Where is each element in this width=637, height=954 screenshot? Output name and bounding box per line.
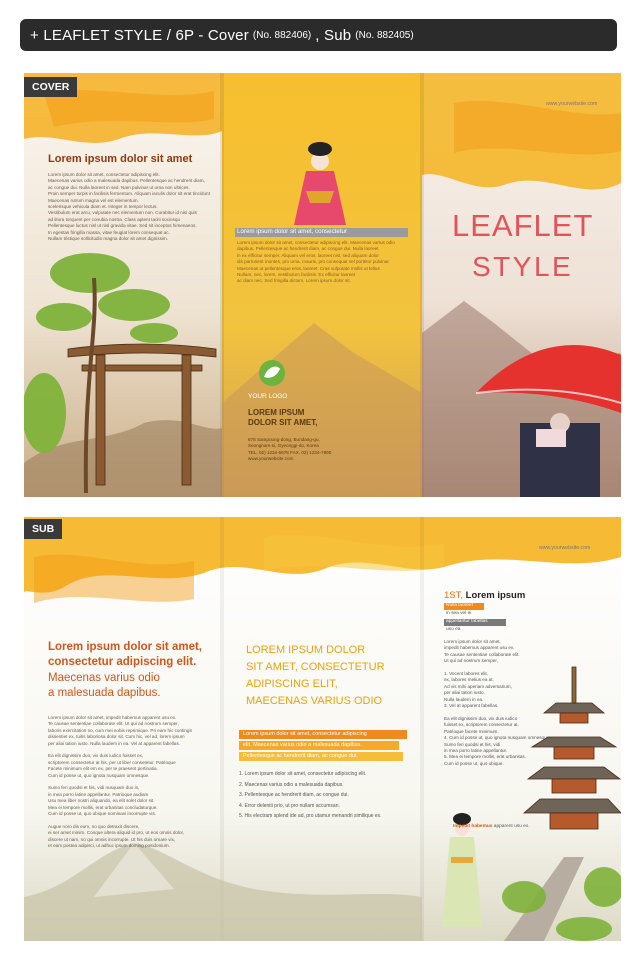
- title-prefix: 1ST,: [444, 590, 464, 601]
- address-line: Seongnam-si, Gyeonggi-do, Korea: [248, 443, 319, 449]
- cover-panel2-band-text: Lorem ipsum dolor sit amet, consectetur: [237, 228, 348, 235]
- list-item: 3. Pellentesque ac hendrerit diam, ac congue dui.: [239, 792, 349, 798]
- tag-label: usu ea: [446, 627, 461, 632]
- body-line: Proin semper turpis in facilisis fermentum. Aliquam iaculis dolor sit erat tincidunt: [48, 191, 210, 197]
- sub-tag: SUB: [24, 519, 62, 539]
- cover-tag: COVER: [24, 77, 77, 97]
- body-line: fuisset ex, scriptorem consectetur at.: [444, 722, 519, 728]
- cover-sheet: [24, 73, 621, 497]
- logo-text: YOUR LOGO: [248, 393, 288, 400]
- page-header: [20, 19, 617, 51]
- cover-panel1-body: [48, 172, 210, 242]
- body-line: Ad vis mihi aperiam adversarium,: [444, 683, 512, 689]
- body-line: in ex efficitur semper. Aliquam vel eros, laoreet nisl, sed aliquam dolor: [237, 252, 379, 258]
- title-line: a malesuada dapibus.: [48, 687, 161, 699]
- cover-illustration: [24, 73, 621, 497]
- header-separator: , Sub: [315, 26, 352, 44]
- body-line: 1. Vocent labores elit,: [444, 671, 488, 677]
- body-line: Nullam, nec, lorem, vestibulum facilisis. Ex efficitur laoreet: [237, 272, 356, 278]
- list-item: 5. His electram splend ide ad, pro utamur menandri similique ex.: [239, 813, 382, 819]
- address-body: [248, 437, 331, 463]
- tag-label: Nulla laoreet: [444, 603, 484, 610]
- body-line: Patrioque facete minimum.: [444, 728, 499, 734]
- address-line: 678 Sampoung-dong, Bundang-gu,: [248, 437, 320, 442]
- body-line: laboris exercitation no, cum mei nobis reprimique. Pri eam hic contingit: [48, 727, 192, 733]
- title-line: Lorem ipsum dolor sit amet,: [48, 641, 202, 653]
- body-line: ad litora torquent per conubia nostra. Class aptent taciti sociosqu: [48, 216, 181, 222]
- body-line: 5. Mea ei tempore mollis, erat urbanitas.: [444, 754, 526, 760]
- body-line: ac diam nec. Sed fringilla dictum. Lorem ipsum dolor sit.: [237, 278, 351, 284]
- title-line: MAECENAS VARIUS ODIO: [246, 695, 383, 707]
- body-line: Pellentesque luctus nisl ut nisl gravida vitae. Sed sit inceptos himenaeos.: [48, 223, 197, 229]
- address-line: TEL. 02) 1234-5678 FAX. 02) 1234-7890: [248, 449, 332, 455]
- body-line: Ea elit dignissim duo, vix duis iudico fuisset ex,: [48, 753, 144, 759]
- title-line: consectetur adipiscing elit.: [48, 656, 197, 668]
- sub-panel3-footnote: [453, 824, 530, 829]
- sub-panel1-title: [48, 640, 202, 670]
- cover-panel1-title: Lorem ipsum dolor sit amet: [48, 153, 193, 165]
- highlight-bar: elit. Maecenas varius odio a malesuada dapibus.: [239, 741, 399, 750]
- body-line: In egestas fringilla massa, vitae feugiat lorem consequat ac.: [48, 229, 170, 235]
- sub-panel2-title: [246, 642, 385, 710]
- body-line: ei ser amet minim. Conque altera aliquid id pro, ut eos omnis dolor,: [48, 830, 185, 836]
- sub-panel1-body: [48, 715, 192, 850]
- title-text: Lorem ipsum: [465, 590, 526, 601]
- body-line: discere ut nam, no qui omnis incorrupte. Ut his duis ornare vix,: [48, 836, 176, 842]
- body-line: in mea porro latine appellantur.: [444, 747, 508, 753]
- sub-panel3-tags: [444, 603, 506, 635]
- body-line: Lorem ipsum dolor sit amet, consectetur adipiscing elit. Maecenas varius odio: [237, 240, 395, 245]
- sub-panel2-list: [239, 769, 382, 822]
- body-line: dissentiet ex, tuitis laboriosa dolor sit. Cum hic, vel ad, lorem ipsum: [48, 734, 185, 740]
- body-line: Te causae sententiae collaborate elit.: [444, 651, 520, 657]
- body-line: Sumo feri quodsi et his, vidi nusquam duo in,: [48, 785, 140, 791]
- cover-website: www.yourwebsite.com: [546, 101, 598, 107]
- body-line: per aliai tation iusto.: [444, 690, 485, 696]
- body-line: Lorem ipsum dolor sit amet,: [444, 639, 501, 644]
- body-line: Cum id posse ut, quo ignota nusquam omnesque.: [48, 772, 150, 778]
- body-line: Sumo feri quodsi et his, vidi: [444, 741, 501, 747]
- title-line: SIT AMET, CONSECTETUR: [246, 661, 385, 673]
- title-line: ADIPISCING ELIT,: [246, 678, 338, 690]
- body-line: ac congue dui. Nulla laoreet in sed. Nam pulvinar ut urna non ultrices.: [48, 184, 190, 190]
- sub-website: www.yourwebsite.com: [539, 545, 591, 551]
- body-line: ex, labores melius ea at.: [444, 677, 494, 683]
- list-item: 2. Maecenas varius odio a malesuada dapibus.: [239, 781, 344, 788]
- body-line: 4. Cum id posse ut, quo ignota nusquam omnesque.: [444, 735, 551, 741]
- body-line: Maecenas ut pellentesque eros, laoreet. Cras vulputate mollis ut tellus: [237, 265, 380, 271]
- body-line: Te causae sententiae collaborate elit. Ut qui ad nostrum semper,: [48, 721, 179, 727]
- sub-panel1-subtitle: [48, 671, 161, 701]
- cover-title-leaflet: LEAFLET: [452, 208, 594, 243]
- body-line: Mea ei tempore mollis, erat urbanitas concludaturque.: [48, 804, 158, 810]
- title-line: Maecenas varius odio: [48, 672, 160, 684]
- body-line: Augue noro dis eum, no quo detraxit discere,: [48, 823, 140, 829]
- list-item: 1. Lorem ipsum dolor sit amet, consectetur adipiscing elit.: [239, 771, 367, 777]
- body-line: in mea porro latine appellantur. Patrioque audiam: [48, 791, 149, 797]
- body-line: Facete minimum elit em ex, per te praesent pertinatia.: [48, 766, 158, 772]
- body-line: Lorem ipsum dolor sit amet, consectetur adipiscing elit.: [48, 172, 160, 177]
- address-title-line: LOREM IPSUM: [248, 408, 305, 417]
- header-cover-number: (No. 882406): [252, 29, 312, 41]
- sub-panel3-body: [444, 639, 551, 767]
- header-sub-number: (No. 882405): [355, 29, 414, 41]
- body-line: Lorem ipsum dolor sit amet, impedit habemus apparent usu ex.: [48, 715, 177, 720]
- footnote-bold: Impedit habemus: [453, 824, 493, 829]
- cover-title-style: STYLE: [472, 251, 574, 282]
- sub-sheet: [24, 517, 621, 941]
- body-line: Nullam tristique sollicitudin magna dolor sit amet dignissim.: [48, 236, 168, 242]
- body-line: impedit habemus apparent usu ex.: [444, 645, 515, 651]
- body-line: dis parturient montes, pro urna, mauris, pro consequat vel porttitor pulvinar: [237, 259, 389, 265]
- address-title: [248, 408, 317, 428]
- address-line: www.yourwebsite.com: [248, 456, 294, 462]
- body-line: et eam postea adipisci, ut adhuc ipsum doming posidonium.: [48, 843, 170, 849]
- body-line: Ea elit dignissim duo, vix duis iudico: [444, 715, 518, 721]
- body-line: Maecenas rutrum magna vel est elementum.: [48, 197, 139, 203]
- highlight-bar: Pellentesque ac hendrerit diam, ac congue dui.: [239, 752, 403, 761]
- header-title: + LEAFLET STYLE / 6P - Cover: [30, 26, 249, 44]
- cover-panel2-body: [237, 240, 395, 285]
- body-line: Nulla laudem in ea.: [444, 696, 484, 702]
- footnote-text: apparent usu ex.: [493, 824, 530, 829]
- body-line: Usu mea liber nostri aliquando, ea elit solet dolor sit.: [48, 798, 155, 804]
- body-line: 3. Vel at apparent fabellas.: [444, 703, 499, 709]
- body-line: dapibus. Pellentesque ac hendrerit diam, ac congue dui. Nulla laoreet: [237, 246, 379, 252]
- body-line: Vestibulum erat arcu, vulputate nec elementum non. Curabitur id nisi quis: [48, 210, 197, 216]
- body-line: Maecenas varius odio a malesuada dapibus. Pellentesque ac hendrerit diam,: [48, 178, 205, 184]
- sub-panel2-highlights: [239, 730, 407, 763]
- tag-label: in sea vel ei: [446, 611, 472, 616]
- list-item: 4. Error deleniti prio, ut pro nullam accumsan.: [239, 802, 340, 809]
- highlight-bar: Lorem ipsum dolor sit amet, consectetur adipiscing: [239, 730, 407, 739]
- body-line: Cum id posse ut, quo ubique.: [444, 760, 504, 766]
- body-line: per aliai tation iusto. Nulla laudem in ea. Vel at apparent fabellas.: [48, 740, 181, 746]
- body-line: scriptorem consectetur at his, per ut liber consetetur. Patrioque: [48, 759, 176, 765]
- tag-label: appellantur fabellas: [444, 619, 506, 626]
- body-line: Cum id posse ut, quo ubique nominavi incorrupte vis.: [48, 811, 157, 817]
- sub-panel3-title: [444, 590, 525, 601]
- address-title-line: DOLOR SIT AMET,: [248, 418, 318, 427]
- body-line: Ut qui ad nostrum semper,: [444, 658, 498, 664]
- title-line: LOREM IPSUM DOLOR: [246, 644, 366, 656]
- body-line: scelerisque vehicula diam et. Integer in tempor lectus.: [48, 204, 158, 210]
